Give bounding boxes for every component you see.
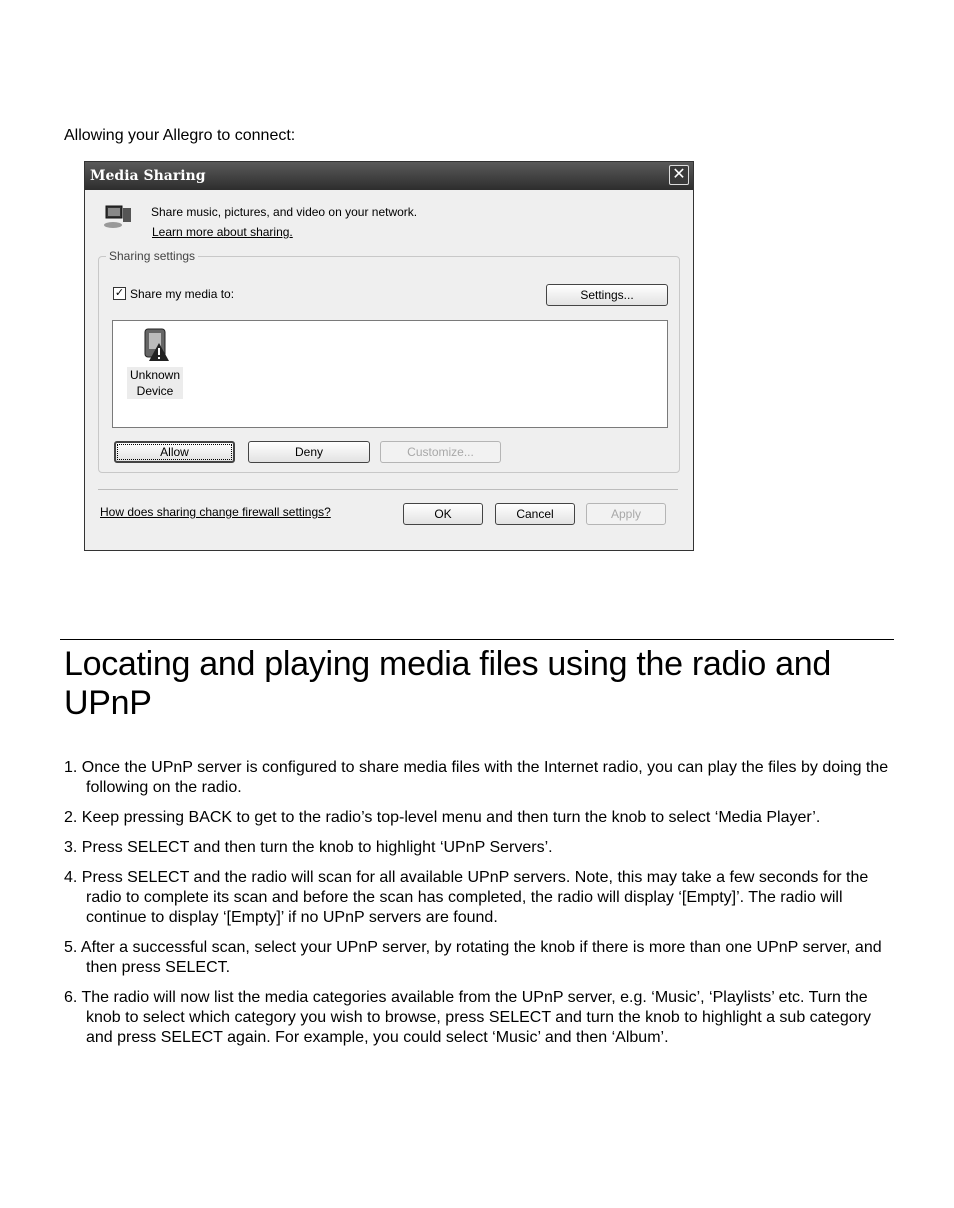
media-sharing-dialog <box>84 161 694 551</box>
section-heading: Locating and playing media files using the radio and UPnP <box>64 645 831 722</box>
device-list[interactable] <box>112 320 668 428</box>
firewall-help-link[interactable]: How does sharing change firewall settings? <box>100 505 331 519</box>
settings-button[interactable]: Settings... <box>546 284 668 306</box>
sharing-settings-label: Sharing settings <box>106 249 198 263</box>
allow-button[interactable]: Allow <box>114 441 235 463</box>
step-item: 3. Press SELECT and then turn the knob to highlight ‘UPnP Servers’. <box>64 839 553 856</box>
step-item: 5. After a successful scan, select your UPnP server, by rotating the knob if there is more than one UPnP server, and then press SELECT. <box>64 939 882 976</box>
ok-button[interactable]: OK <box>403 503 483 525</box>
close-button[interactable]: ✕ <box>669 165 689 185</box>
deny-button[interactable]: Deny <box>248 441 370 463</box>
dialog-title: Media Sharing <box>90 168 206 184</box>
dialog-separator <box>98 489 678 490</box>
device-item[interactable] <box>127 323 183 399</box>
apply-button[interactable]: Apply <box>586 503 666 525</box>
step-item: 1. Once the UPnP server is configured to share media files with the Internet radio, you can play the files by doing the following on the radio. <box>64 759 889 796</box>
step-item: 2. Keep pressing BACK to get to the radio’s top-level menu and then turn the knob to select ‘Media Player’. <box>64 809 821 826</box>
dialog-titlebar[interactable] <box>85 162 693 190</box>
step-item: 4. Press SELECT and the radio will scan for all available UPnP servers. Note, this may take a few seconds for the radio to complete its scan and before the scan has completed, the radio will display ‘[Empty]’. The radio will continue to display ‘[Empty]’ if no UPnP servers are found. <box>64 869 869 926</box>
step-item: 6. The radio will now list the media categories available from the UPnP server, e.g. ‘Music’, ‘Playlists’ etc. Turn the knob to select which category you wish to browse, press SELECT and turn the knob to highlight a sub category and press SELECT again. For example, you could select ‘Music’ and then ‘Album’. <box>64 989 872 1046</box>
device-label-line2: Device <box>127 383 183 399</box>
share-media-checkbox[interactable]: ✓ <box>114 287 125 299</box>
share-media-label: Share my media to: <box>130 287 235 301</box>
caption: Allowing your Allegro to connect: <box>64 127 296 144</box>
intro-text: Share music, pictures, and video on your network. <box>151 205 418 219</box>
steps-list <box>64 758 894 1058</box>
unknown-device-icon <box>135 323 175 367</box>
cancel-button[interactable]: Cancel <box>495 503 575 525</box>
device-label-line1: Unknown <box>127 367 183 383</box>
media-sharing-icon <box>103 204 133 230</box>
section-divider <box>60 639 894 640</box>
customize-button[interactable]: Customize... <box>380 441 501 463</box>
learn-more-link[interactable]: Learn more about sharing. <box>152 225 293 239</box>
